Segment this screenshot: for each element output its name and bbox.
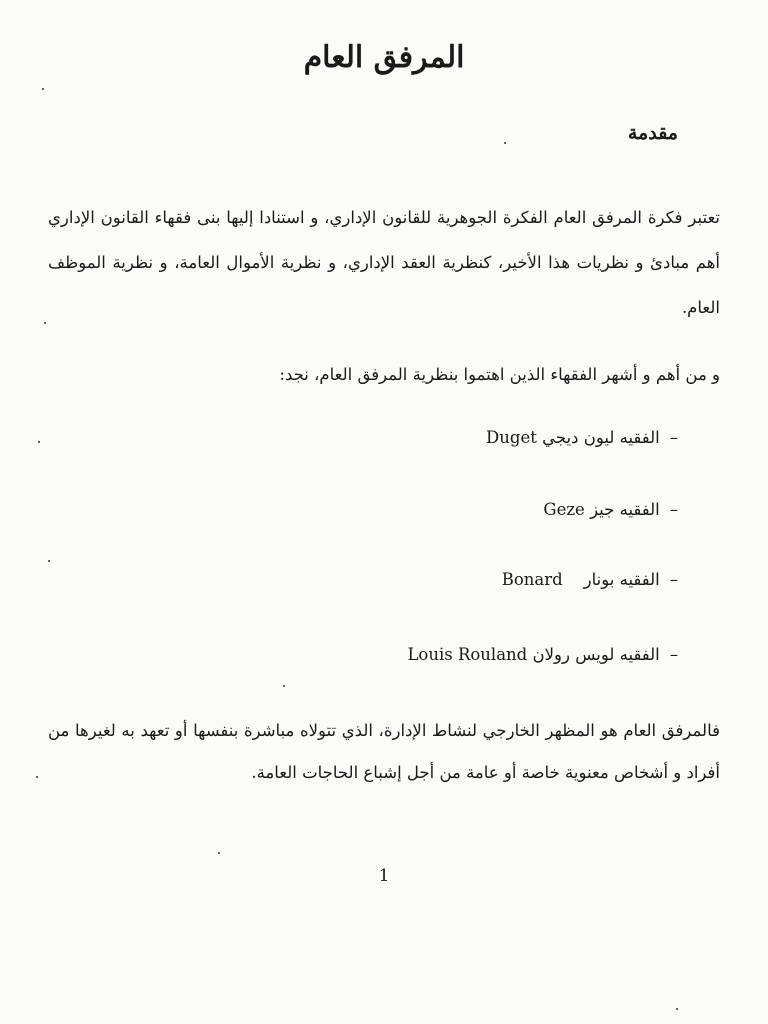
jurist-name-latin: Louis Rouland (407, 645, 528, 664)
jurist-name-latin: Duget (486, 428, 537, 447)
list-dash: – (669, 428, 678, 447)
page-title: المرفق العام (303, 40, 465, 75)
jurist-list-item (407, 645, 678, 664)
section-heading: مقدمة (627, 122, 678, 144)
jurist-name-latin: Bonard (501, 570, 563, 589)
jurist-list-item (502, 570, 678, 589)
scan-speck (283, 685, 285, 687)
scan-speck (44, 322, 46, 324)
jurist-list-item (543, 500, 678, 519)
list-dash: – (669, 645, 678, 664)
list-dash: – (669, 500, 678, 519)
jurist-name-arabic: الفقيه لويس رولان (532, 645, 660, 664)
jurists-intro-paragraph: و من أهم و أشهر الفقهاء الذين اهتموا بنظرية المرفق العام، نجد: (279, 365, 720, 384)
jurist-name-arabic: الفقيه بونار (583, 570, 660, 589)
scan-speck (38, 441, 40, 443)
page-number: 1 (378, 866, 390, 886)
intro-paragraph: تعتبر فكرة المرفق العام الفكرة الجوهرية للقانون الإداري، و استنادا إليها بنى فقهاء القانون الإداري أهم مبادئ و نظريات هذا الأخير، كنظرية العقد الإداري، و نظرية الأموال العامة، و نظرية الموظف العام. (48, 208, 720, 317)
scan-speck (48, 560, 50, 562)
scan-speck (676, 1008, 678, 1010)
scan-speck (218, 852, 220, 854)
jurist-name-arabic: الفقيه جيز (590, 500, 660, 519)
definition-paragraph: فالمرفق العام هو المظهر الخارجي لنشاط الإدارة، الذي تتولاه مباشرة بنفسها أو تعهد به لغيرها من أفراد و أشخاص معنوية خاصة أو عامة من أجل إشباع الحاجات العامة. (48, 721, 720, 782)
jurist-name-arabic: الفقيه ليون ديجي (542, 428, 660, 447)
scan-speck (42, 88, 44, 90)
jurist-list-item (486, 428, 678, 447)
list-dash: – (669, 570, 678, 589)
scan-speck (504, 142, 506, 144)
jurist-name-latin: Geze (543, 500, 585, 519)
scan-speck (36, 776, 38, 778)
